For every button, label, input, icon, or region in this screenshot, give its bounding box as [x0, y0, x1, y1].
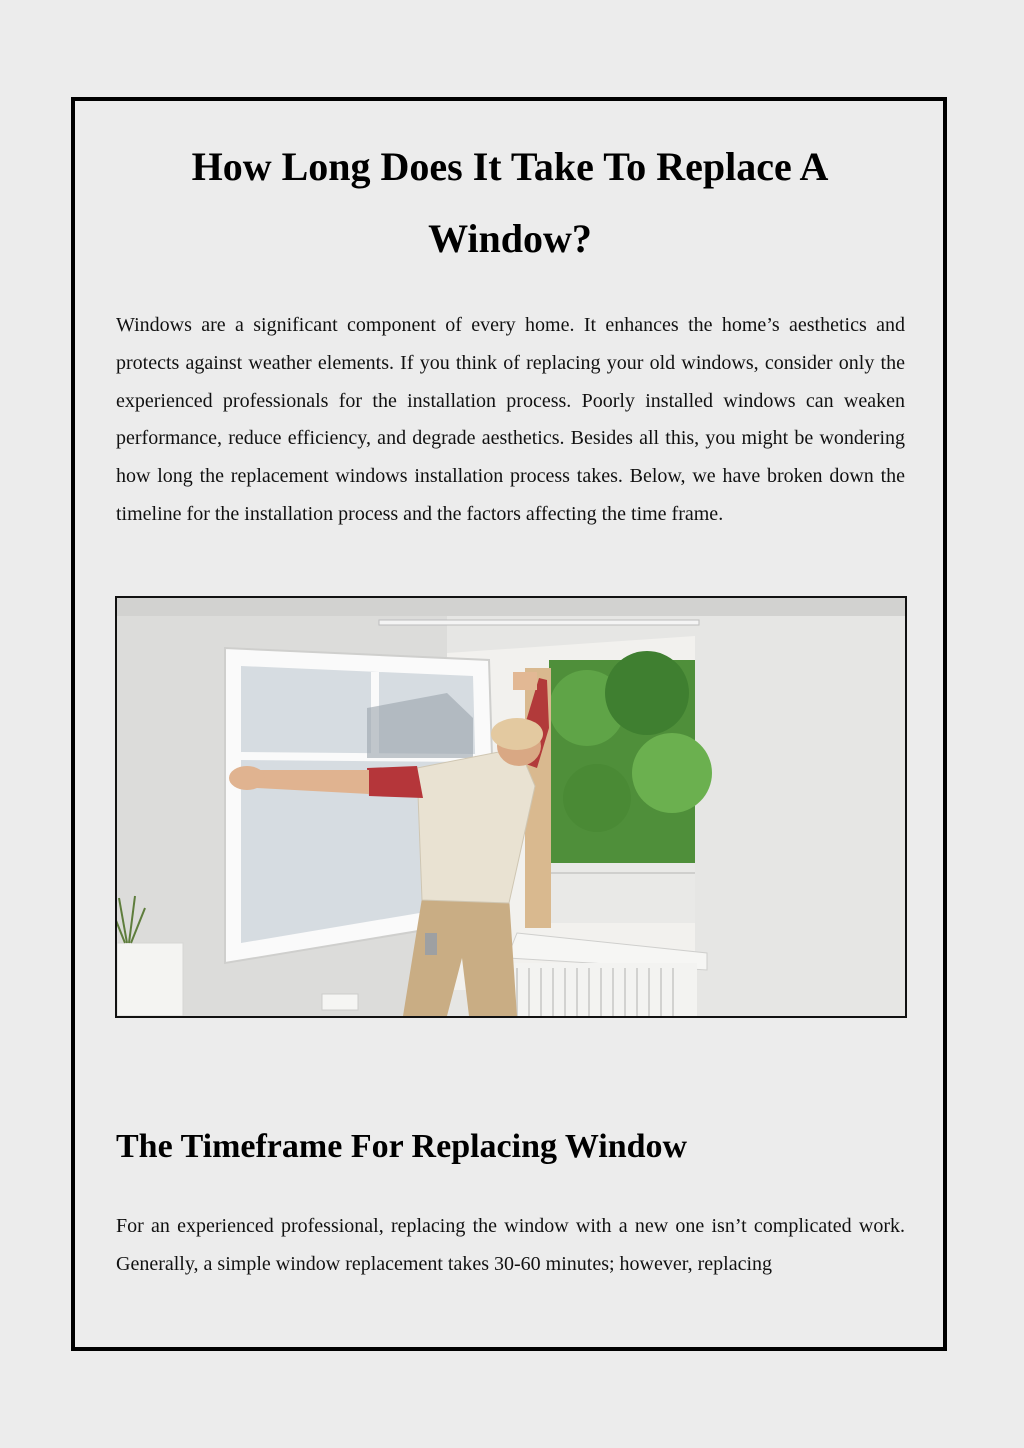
ceiling-shadow	[117, 598, 905, 616]
curtain-rod	[379, 620, 699, 625]
window-installation-photo	[115, 596, 907, 1018]
side-cabinet	[117, 943, 183, 1016]
document-page	[71, 97, 947, 1351]
section-heading: The Timeframe For Replacing Window	[116, 1128, 688, 1165]
worker-cap	[491, 718, 543, 750]
wall-outlet	[322, 994, 358, 1010]
timeframe-paragraph: For an experienced professional, replacing the window with a new one isn’t complicated work. Generally, a simple window replacement takes 30-60 minutes; however, replacing	[116, 1215, 905, 1275]
intro-paragraph: Windows are a significant component of every home. It enhances the home’s aesthetics and protects against weather elements. If you think of replacing your old windows, consider only the experienced professionals for the installation process. Poorly installed windows can weaken performance, reduce efficiency, and degrade aesthetics. Besides all this, you might be wondering how long the replacement windows installation process takes. Below, we have broken down the timeline for the installation process and the factors affecting the time frame.	[116, 314, 905, 525]
worker-extended-arm	[367, 766, 423, 798]
page-title: How Long Does It Take To Replace A Window?	[191, 144, 829, 261]
